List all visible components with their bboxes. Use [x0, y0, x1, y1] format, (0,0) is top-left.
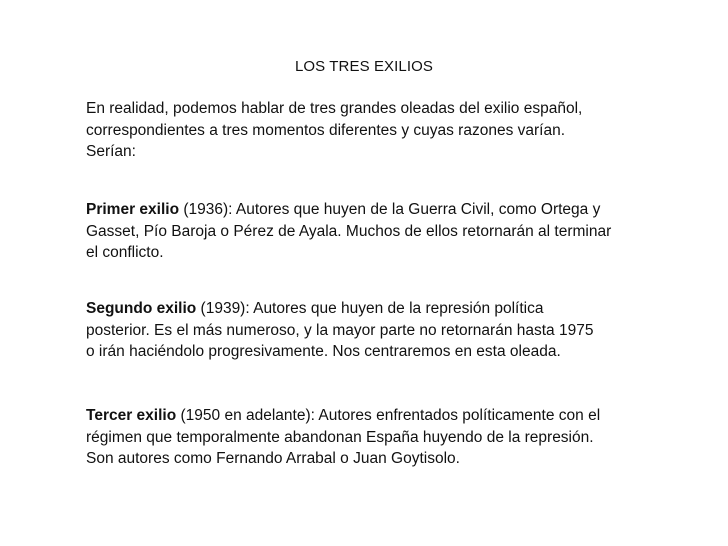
slide-title: LOS TRES EXILIOS	[294, 58, 434, 75]
intro-line: correspondientes a tres momentos diferentes y cuyas razones varían.	[86, 121, 566, 139]
intro-line: En realidad, podemos hablar de tres grandes oleadas del exilio español,	[86, 100, 583, 117]
intro-line: Serían:	[86, 143, 136, 160]
paragraph-line	[86, 298, 656, 320]
paragraph-text: (1939): Autores que huyen de la represión política	[196, 300, 544, 317]
paragraph-line: régimen que temporalmente abandonan España huyendo de la represión.	[86, 428, 594, 446]
third-exile-heading: Tercer exilio	[86, 407, 177, 424]
first-exile-paragraph	[86, 199, 656, 264]
third-exile-paragraph	[86, 405, 656, 470]
paragraph-text: (1936): Autores que huyen de la Guerra Civil, como Ortega y	[179, 201, 601, 218]
paragraph-line: Son autores como Fernando Arrabal o Juan Goytisolo.	[86, 450, 460, 467]
intro-paragraph	[86, 98, 656, 163]
paragraph-line: o irán haciéndolo progresivamente. Nos centraremos en esta oleada.	[86, 343, 561, 360]
paragraph-line	[86, 199, 656, 221]
paragraph-text: (1950 en adelante): Autores enfrentados políticamente con el	[176, 407, 601, 424]
second-exile-heading: Segundo exilio	[86, 300, 197, 317]
second-exile-paragraph	[86, 298, 656, 363]
paragraph-line	[86, 405, 656, 427]
paragraph-line: posterior. Es el más numeroso, y la mayor parte no retornarán hasta 1975	[86, 321, 594, 339]
paragraph-line: el conflicto.	[86, 244, 164, 261]
first-exile-heading: Primer exilio	[86, 201, 180, 218]
paragraph-line: Gasset, Pío Baroja o Pérez de Ayala. Muchos de ellos retornarán al terminar	[86, 222, 612, 240]
